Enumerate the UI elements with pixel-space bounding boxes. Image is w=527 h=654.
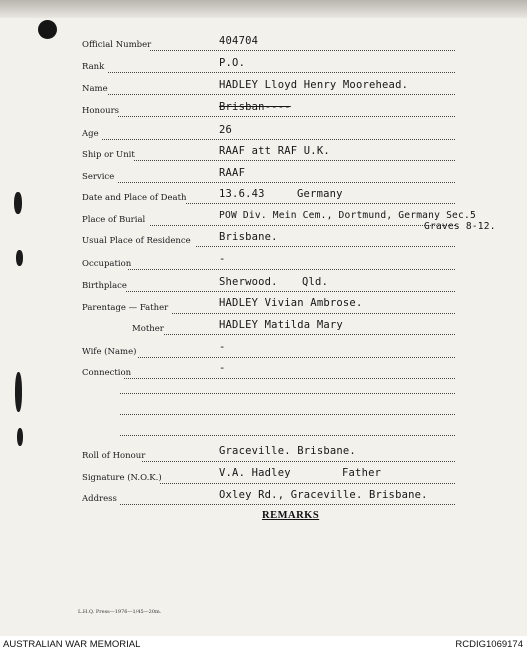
death-line — [186, 203, 455, 204]
death-date-value: 13.6.43 — [219, 188, 265, 200]
occupation-line — [128, 269, 455, 270]
name-value: HADLEY Lloyd Henry Moorehead. — [219, 79, 409, 91]
ship-or-unit-line — [134, 160, 455, 161]
roll-of-honour-label: Roll of Honour — [82, 451, 146, 461]
occupation-value: - — [219, 253, 226, 265]
address-label: Address — [82, 494, 117, 504]
wife-value: - — [219, 341, 226, 353]
scan-top-edge — [0, 0, 527, 18]
punch-hole — [38, 20, 57, 39]
rank-line — [108, 72, 455, 73]
service-value: RAAF — [219, 167, 246, 179]
binding-mark — [17, 428, 23, 446]
connection-extra-line — [120, 414, 455, 415]
connection-label: Connection — [82, 368, 132, 378]
wife-line — [138, 357, 455, 358]
address-value: Oxley Rd., Graceville. Brisbane. — [219, 489, 428, 501]
rank-label: Rank — [82, 62, 105, 72]
signature-name-value: V.A. Hadley — [219, 467, 291, 479]
death-place-value: Germany — [297, 188, 343, 200]
service-label: Service — [82, 172, 115, 182]
signature-relation-value: Father — [342, 467, 382, 479]
death-label: Date and Place of Death — [82, 193, 187, 203]
birthplace-state-value: Qld. — [302, 276, 329, 288]
ship-or-unit-value: RAAF att RAF U.K. — [219, 145, 330, 157]
age-value: 26 — [219, 124, 233, 136]
connection-extra-line — [120, 435, 455, 436]
name-label: Name — [82, 84, 108, 94]
burial-line — [150, 225, 455, 226]
honours-label: Honours — [82, 106, 120, 116]
official-number-value: 404704 — [219, 35, 259, 47]
burial-label: Place of Burial — [82, 215, 146, 225]
father-label: Parentage — Father — [82, 303, 169, 313]
remarks-heading: REMARKS — [262, 510, 320, 521]
mother-line — [164, 334, 455, 335]
address-line — [120, 504, 455, 505]
residence-value: Brisbane. — [219, 231, 278, 243]
occupation-label: Occupation — [82, 259, 132, 269]
ship-or-unit-label: Ship or Unit — [82, 150, 135, 160]
mother-value: HADLEY Matilda Mary — [219, 319, 343, 331]
residence-line — [196, 246, 455, 247]
signature-line — [160, 483, 455, 484]
service-line — [118, 182, 455, 183]
binding-mark — [14, 192, 22, 214]
mother-label: Mother — [132, 324, 164, 334]
age-line — [102, 139, 455, 140]
wife-label: Wife (Name) — [82, 347, 137, 357]
binding-mark — [16, 250, 23, 266]
connection-value: - — [219, 362, 226, 374]
residence-label: Usual Place of Residence — [82, 236, 191, 246]
honours-line — [118, 116, 455, 117]
rank-value: P.O. — [219, 57, 246, 69]
name-line — [108, 94, 455, 95]
footer-record-id: RCDIG1069174 — [455, 639, 523, 650]
father-line — [172, 313, 455, 314]
honours-value: Brisban---- — [219, 101, 291, 113]
binding-mark — [15, 372, 22, 412]
official-number-label: Official Number — [82, 40, 152, 50]
birthplace-line — [126, 291, 455, 292]
official-number-line — [150, 50, 455, 51]
burial-value-line1: POW Div. Mein Cem., Dortmund, Germany Sec.5 — [219, 210, 476, 221]
roll-of-honour-line — [142, 461, 455, 462]
roll-of-honour-value: Graceville. Brisbane. — [219, 445, 356, 457]
birthplace-town-value: Sherwood. — [219, 276, 278, 288]
age-label: Age — [82, 129, 99, 139]
printer-imprint: L.H.Q. Press—1976—1/45—20m. — [78, 609, 162, 615]
birthplace-label: Birthplace — [82, 281, 127, 291]
burial-value-line2: Graves 8-12. — [424, 221, 496, 232]
footer-institution: AUSTRALIAN WAR MEMORIAL — [3, 639, 141, 650]
connection-line — [124, 378, 455, 379]
connection-extra-line — [120, 393, 455, 394]
father-value: HADLEY Vivian Ambrose. — [219, 297, 363, 309]
signature-label: Signature (N.O.K.) — [82, 473, 162, 483]
